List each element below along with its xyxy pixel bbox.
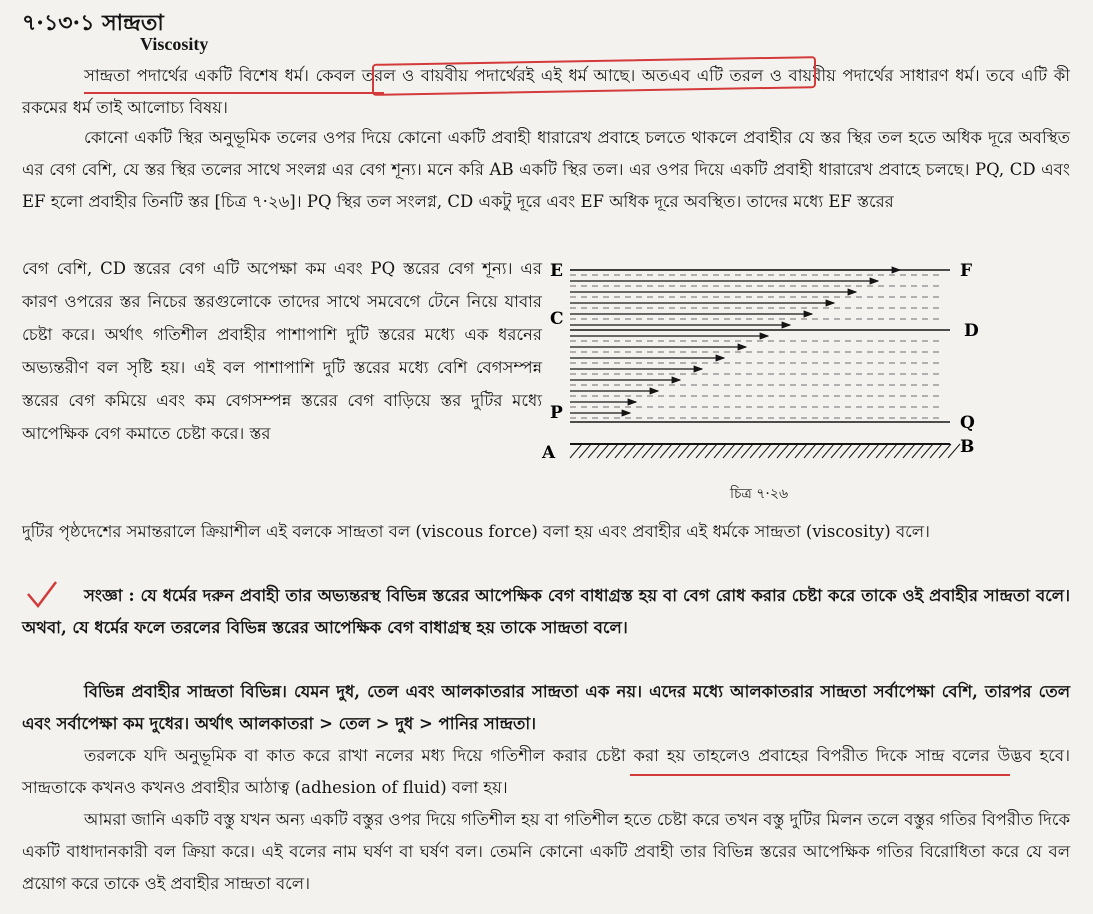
- paragraph-layers-column: বেগ বেশি, CD স্তরের বেগ এটি অপেক্ষা কম এবং PQ স্তরের বেগ শূন্য। এর কারণ ওপরের স্তর নিচের স্তরগুলোকে তাদের সাথে সমবেগে টেনে নিয়ে যাবার চেষ্টা করে। অর্থাৎ গতিশীল প্রবাহীর পাশাপাশি দুটি স্তরের মধ্যে এক ধরনের অভ্যন্তরীণ বল সৃষ্টি হয়। এই বল পাশাপাশি দুটি স্তরের মধ্যে বেশি বেগসম্পন্ন স্তরের বেগ কমিয়ে এবং কম বেগসম্পন্ন স্তরের বেগ বাড়িয়ে স্তর দুটির মধ্যে আপেক্ষিক বেগ কমাতে চেষ্টা করে। স্তর: [22, 259, 542, 443]
- label-D: D: [964, 321, 979, 341]
- red-pen-underline: [84, 92, 384, 94]
- paragraph-examples: বিভিন্ন প্রবাহীর সান্দ্রতা বিভিন্ন। যেমন দুধ, তেল এবং আলকাতরার সান্দ্রতা এক নয়। এদের মধ্যে আলকাতরার সান্দ্রতা সর্বাপেক্ষা বেশি, তারপর তেল এবং সর্বাপেক্ষা কম দুধের। অর্থাৎ আলকাতরা > তেল > দুধ > পানির সান্দ্রতা।: [22, 682, 1070, 733]
- paragraph-viscous-force: দুটির পৃষ্ঠদেশের সমান্তরালে ক্রিয়াশীল এই বলকে সান্দ্রতা বল (viscous force) বলা হয় এবং প্রবাহীর এই ধর্মকে সান্দ্রতা (viscosity) বলে।: [22, 522, 930, 541]
- paragraph-tube-flow: তরলকে যদি অনুভূমিক বা কাত করে রাখা নলের মধ্য দিয়ে গতিশীল করার চেষ্টা করা হয় তাহলেও প্রবাহের বিপরীত দিকে সান্দ্র বলের উদ্ভব হবে। সান্দ্রতাকে কখনও কখনও প্রবাহীর আঠাত্ব (adhesion of fluid) বলা হয়।: [22, 746, 1070, 797]
- flow-arrows: [570, 270, 940, 418]
- section-subheading: Viscosity: [140, 34, 209, 54]
- label-B: B: [960, 437, 975, 457]
- fixed-surface-hatch: [570, 444, 960, 458]
- paragraph-friction: আমরা জানি একটি বস্তু যখন অন্য একটি বস্তুর ওপর দিয়ে গতিশীল হয় বা গতিশীল হতে চেষ্টা করে তখন বস্তু দুটির মিলন তলে বস্তুর গতির বিপরীত দিকে একটি বাধাদানকারী বল ক্রিয়া করে। এই বলের নাম ঘর্ষণ বা ঘর্ষণ বল। তেমনি কোনো একটি প্রবাহী তার বিভিন্ন স্তরের আপেক্ষিক গতির বিরোধিতা করে যে বল প্রয়োগ করে তাকে ওই প্রবাহীর সান্দ্রতা বলে।: [22, 810, 1070, 893]
- label-P: P: [550, 403, 563, 423]
- figure-caption: চিত্র ৭·২৬: [730, 486, 789, 502]
- paragraph-intro: সান্দ্রতা পদার্থের একটি বিশেষ ধর্ম। কেবল তরল ও বায়বীয় পদার্থেরই এই ধর্ম আছে। অতএব এটি তরল ও বায়বীয় পদার্থের সাধারণ ধর্ম। তবে এটি কী রকমের ধর্ম তাই আলোচ্য বিষয়।: [22, 66, 1070, 117]
- label-Q: Q: [960, 413, 975, 433]
- label-A: A: [542, 443, 556, 463]
- label-E: E: [550, 261, 563, 281]
- label-F: F: [960, 261, 973, 281]
- paragraph-definition: সংজ্ঞা : যে ধর্মের দরুন প্রবাহী তার অভ্যন্তরস্থ বিভিন্ন স্তরের আপেক্ষিক বেগ বাধাগ্রস্ত হয় বা বেগ রোধ করার চেষ্টা করে তাকে ওই প্রবাহীর সান্দ্রতা বলে। অথবা, যে ধর্মের ফলে তরলের বিভিন্ন স্তরের আপেক্ষিক বেগ বাধাগ্রস্থ হয় তাকে সান্দ্রতা বলে।: [22, 586, 1070, 637]
- figure-fluid-layers: [540, 252, 1000, 502]
- section-heading: ৭·১৩·১ সান্দ্রতা: [22, 10, 164, 36]
- red-pen-tick: [26, 580, 58, 610]
- red-pen-underline-order: [630, 774, 1010, 776]
- paragraph-layers: কোনো একটি স্থির অনুভূমিক তলের ওপর দিয়ে কোনো একটি প্রবাহী ধারারেখ প্রবাহে চলতে থাকলে প্রবাহীর যে স্তর স্থির তল হতে অধিক দূরে অবস্থিত এর বেগ বেশি, যে স্তর স্থির তলের সাথে সংলগ্ন এর বেগ শূন্য। মনে করি AB একটি স্থির তল। এর ওপর দিয়ে একটি প্রবাহী ধারারেখ প্রবাহে চলছে। PQ, CD এবং EF হলো প্রবাহীর তিনটি স্তর [চিত্র ৭·২৬]। PQ স্থির তল সংলগ্ন, CD একটু দূরে এবং EF অধিক দূরে অবস্থিত। তাদের মধ্যে EF স্তরের: [22, 128, 1070, 211]
- label-C: C: [550, 309, 564, 329]
